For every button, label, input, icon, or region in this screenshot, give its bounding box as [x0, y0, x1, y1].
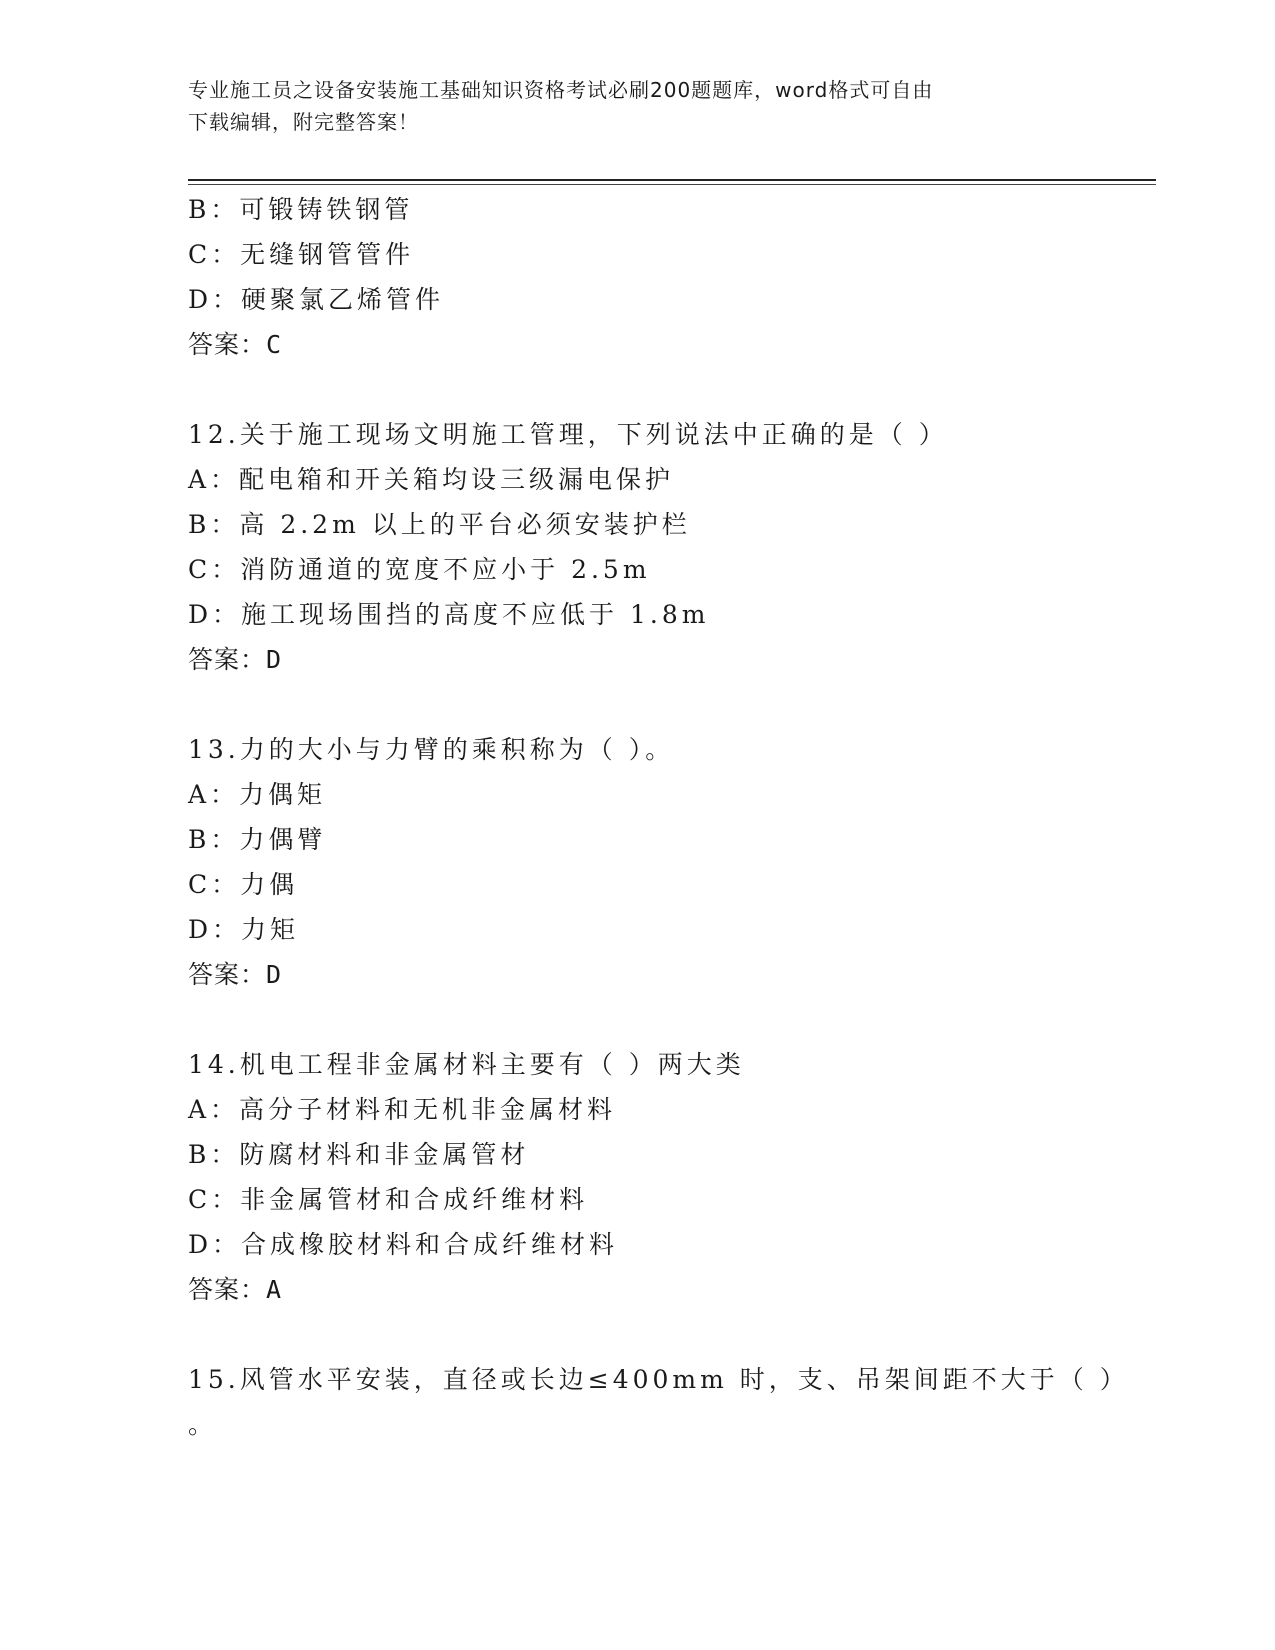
q13-option-a: A：力偶矩 — [188, 780, 327, 809]
header-line-2: 下载编辑，附完整答案！ — [188, 110, 419, 134]
q13-answer — [188, 955, 282, 991]
answer-value: D — [266, 960, 283, 989]
header-line-1: 专业施工员之设备安装施工基础知识资格考试必刷200题题库，word格式可自由 — [188, 78, 934, 102]
q12-option-b: B：高 2.2m 以上的平台必须安装护栏 — [188, 510, 691, 539]
answer-label: 答案： — [188, 1275, 267, 1304]
document-header — [188, 74, 1068, 138]
q14-option-b: B：防腐材料和非金属管材 — [188, 1140, 530, 1169]
q12-question: 12.关于施工现场文明施工管理，下列说法中正确的是（ ） — [188, 420, 948, 449]
header-divider-thin — [188, 184, 1156, 185]
q14-option-a: A：高分子材料和无机非金属材料 — [188, 1095, 617, 1124]
q13-option-b: B：力偶臂 — [188, 825, 327, 854]
answer-value: D — [266, 645, 283, 674]
q13-option-c: C：力偶 — [188, 870, 299, 899]
q13-option-d: D：力矩 — [188, 915, 300, 944]
answer-label: 答案： — [188, 960, 267, 989]
q14-option-d: D：合成橡胶材料和合成纤维材料 — [188, 1230, 619, 1259]
q13-question: 13.力的大小与力臂的乘积称为（ ）。 — [188, 735, 675, 764]
q14-answer — [188, 1270, 282, 1306]
header-divider — [188, 179, 1156, 181]
q11-option-b: B：可锻铸铁钢管 — [188, 195, 414, 224]
q11-option-d: D：硬聚氯乙烯管件 — [188, 285, 445, 314]
q15-question-continuation: 。 — [188, 1410, 218, 1439]
answer-label: 答案： — [188, 645, 267, 674]
answer-value: C — [266, 330, 283, 359]
q15-question: 15.风管水平安装，直径或长边≤400mm 时，支、吊架间距不大于（ ） — [188, 1365, 1129, 1394]
q14-question: 14.机电工程非金属材料主要有（ ）两大类 — [188, 1050, 745, 1079]
answer-label: 答案： — [188, 330, 267, 359]
q12-option-d: D：施工现场围挡的高度不应低于 1.8m — [188, 600, 710, 629]
q12-option-a: A：配电箱和开关箱均设三级漏电保护 — [188, 465, 675, 494]
q11-option-c: C：无缝钢管管件 — [188, 240, 415, 269]
q14-option-c: C：非金属管材和合成纤维材料 — [188, 1185, 589, 1214]
q12-option-c: C：消防通道的宽度不应小于 2.5m — [188, 555, 651, 584]
answer-value: A — [266, 1275, 283, 1304]
q12-answer — [188, 640, 282, 676]
q11-answer — [188, 325, 282, 361]
